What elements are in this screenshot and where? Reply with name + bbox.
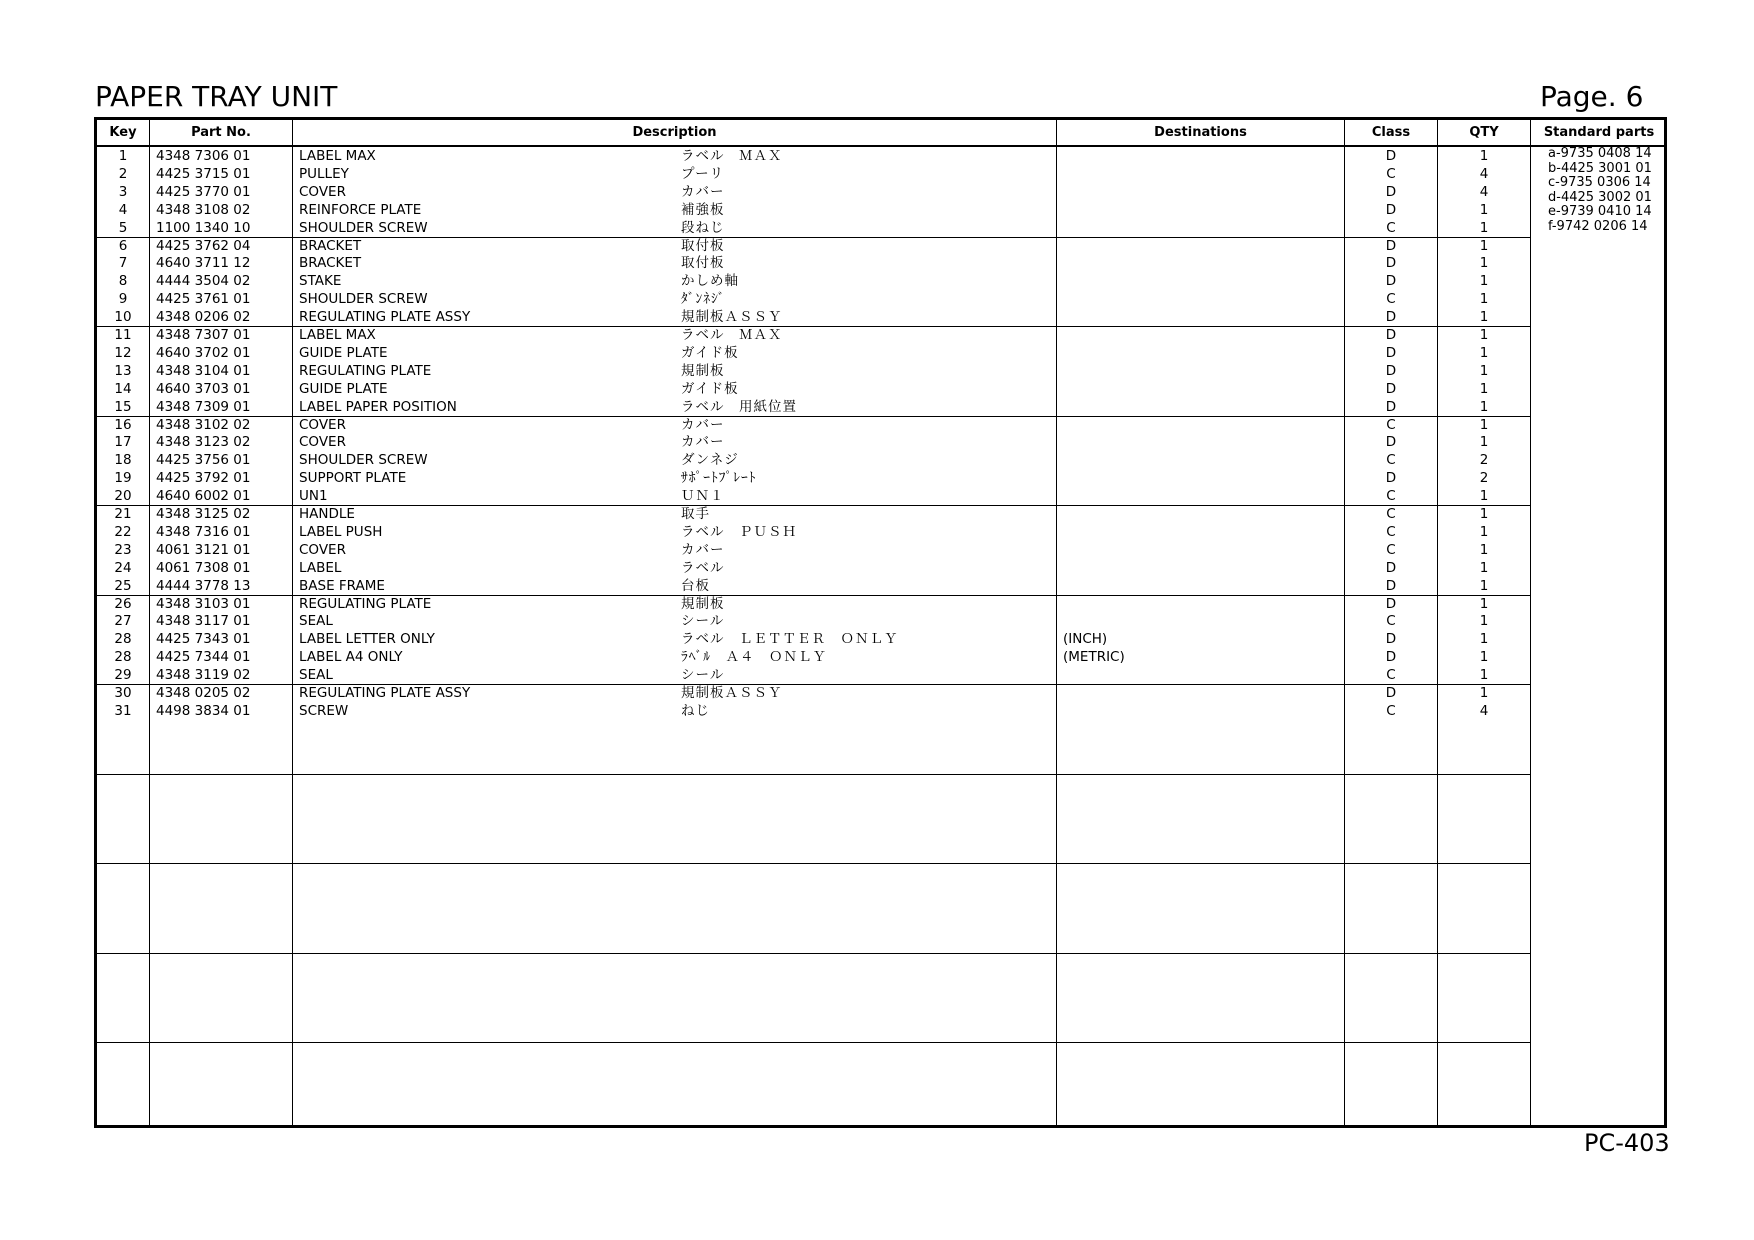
cell-qty: 1 xyxy=(1479,595,1489,612)
cell-en: REGULATING PLATE ASSY xyxy=(299,309,471,326)
cell-jp: ラベル xyxy=(681,559,725,576)
cell-cls: D xyxy=(1385,649,1397,666)
cell-part: 4425 3792 01 xyxy=(156,470,251,487)
cell-part: 4348 0206 02 xyxy=(156,309,251,326)
cell-cls: D xyxy=(1385,148,1397,164)
cell-dest xyxy=(1063,702,1344,720)
cell-key: 16 xyxy=(114,416,132,433)
cell-en: GUIDE PLATE xyxy=(299,344,388,361)
cell-jp: 規制板 xyxy=(681,595,725,612)
cell-part: 4348 3123 02 xyxy=(156,434,251,451)
table-row xyxy=(97,398,1664,416)
cell-en: PULLEY xyxy=(299,165,349,182)
cell-dest xyxy=(1063,362,1344,380)
cell-part: 4348 7307 01 xyxy=(156,327,251,343)
cell-dest xyxy=(1063,541,1344,559)
cell-qty: 1 xyxy=(1479,541,1489,558)
table-row xyxy=(97,595,1664,613)
cell-key: 12 xyxy=(114,344,132,361)
table-row xyxy=(97,487,1664,505)
table-row xyxy=(97,362,1664,380)
cell-jp: ＵＮ１ xyxy=(681,488,725,505)
cell-part: 4498 3834 01 xyxy=(156,702,251,719)
table-row xyxy=(97,451,1664,469)
cell-en: HANDLE xyxy=(299,506,355,522)
cell-en: COVER xyxy=(299,434,346,451)
cell-key: 1 xyxy=(118,148,128,164)
cell-key: 13 xyxy=(114,362,132,379)
cell-key: 27 xyxy=(114,613,132,630)
cell-qty: 1 xyxy=(1479,344,1489,361)
cell-qty: 1 xyxy=(1479,667,1489,684)
cell-dest xyxy=(1063,595,1344,613)
header-standard-parts: Standard parts xyxy=(1543,125,1655,140)
cell-cls: D xyxy=(1385,685,1397,701)
cell-dest xyxy=(1063,469,1344,487)
cell-qty: 1 xyxy=(1479,255,1489,272)
cell-qty: 1 xyxy=(1479,237,1489,254)
cell-key: 3 xyxy=(118,183,128,200)
cell-qty: 1 xyxy=(1479,434,1489,451)
cell-dest xyxy=(1063,165,1344,183)
standard-part-item: d-4425 3002 01 xyxy=(1548,189,1652,205)
standard-part-item: c-9735 0306 14 xyxy=(1548,175,1651,190)
cell-dest: (INCH) xyxy=(1063,631,1108,648)
cell-jp: 台板 xyxy=(681,577,710,594)
cell-part: 4640 3711 12 xyxy=(156,255,251,272)
cell-jp: プーリ xyxy=(681,165,725,182)
cell-qty: 2 xyxy=(1479,470,1489,487)
cell-key: 17 xyxy=(114,434,132,451)
cell-cls: C xyxy=(1386,219,1396,236)
cell-key: 30 xyxy=(114,685,132,701)
cell-part: 4425 7343 01 xyxy=(156,631,251,648)
cell-en: BASE FRAME xyxy=(299,577,385,594)
cell-key: 6 xyxy=(118,237,128,254)
cell-jp: 規制板ＡＳＳＹ xyxy=(681,685,783,701)
cell-jp: 取手 xyxy=(681,506,710,522)
cell-part: 4061 3121 01 xyxy=(156,541,251,558)
cell-part: 4425 3762 04 xyxy=(156,237,251,254)
cell-part: 4348 0205 02 xyxy=(156,685,251,701)
table-row xyxy=(97,433,1664,451)
cell-qty: 4 xyxy=(1479,702,1489,719)
cell-en: LABEL A4 ONLY xyxy=(299,649,403,666)
cell-en: STAKE xyxy=(299,273,342,290)
cell-jp: ラベル ＭＡＸ xyxy=(681,148,783,164)
cell-qty: 1 xyxy=(1479,559,1489,576)
cell-jp: 取付板 xyxy=(681,237,725,254)
cell-cls: D xyxy=(1385,309,1397,326)
cell-jp: ラベル ＭＡＸ xyxy=(681,327,783,343)
cell-jp: 補強板 xyxy=(681,201,725,218)
cell-part: 4348 3119 02 xyxy=(156,667,251,684)
cell-en: SEAL xyxy=(299,667,333,684)
cell-dest xyxy=(1063,237,1344,255)
cell-dest xyxy=(1063,416,1344,434)
cell-dest xyxy=(1063,326,1344,344)
cell-en: LABEL LETTER ONLY xyxy=(299,631,435,648)
cell-part: 4348 7309 01 xyxy=(156,398,251,415)
cell-en: COVER xyxy=(299,541,346,558)
cell-part: 4348 3102 02 xyxy=(156,416,251,433)
cell-part: 4348 3108 02 xyxy=(156,201,251,218)
cell-en: SHOULDER SCREW xyxy=(299,452,428,469)
cell-jp: カバー xyxy=(681,416,725,433)
cell-key: 31 xyxy=(114,702,132,719)
cell-qty: 1 xyxy=(1479,506,1489,522)
cell-part: 4425 3756 01 xyxy=(156,452,251,469)
cell-en: LABEL PAPER POSITION xyxy=(299,398,457,415)
cell-key: 19 xyxy=(114,470,132,487)
cell-jp: ｻﾎﾟｰﾄﾌﾟﾚｰﾄ xyxy=(681,470,757,487)
table-row xyxy=(97,308,1664,326)
cell-key: 7 xyxy=(118,255,128,272)
cell-dest xyxy=(1063,433,1344,451)
cell-key: 10 xyxy=(114,309,132,326)
cell-cls: D xyxy=(1385,183,1397,200)
cell-en: LABEL MAX xyxy=(299,327,376,343)
cell-key: 15 xyxy=(114,398,132,415)
cell-en: SUPPORT PLATE xyxy=(299,470,407,487)
table-row xyxy=(97,684,1664,702)
table-row xyxy=(97,541,1664,559)
cell-cls: C xyxy=(1386,613,1396,630)
header-part-no: Part No. xyxy=(191,125,251,140)
cell-jp: ガイド板 xyxy=(681,344,739,361)
cell-jp: ねじ xyxy=(681,702,710,719)
cell-en: SEAL xyxy=(299,613,333,630)
cell-dest xyxy=(1063,684,1344,702)
cell-en: SHOULDER SCREW xyxy=(299,291,428,308)
cell-qty: 1 xyxy=(1479,398,1489,415)
cell-cls: C xyxy=(1386,541,1396,558)
cell-dest xyxy=(1063,183,1344,201)
cell-jp: かしめ軸 xyxy=(681,273,739,290)
cell-dest xyxy=(1063,523,1344,541)
cell-key: 28 xyxy=(114,631,132,648)
cell-part: 4640 3702 01 xyxy=(156,344,251,361)
cell-part: 4348 3104 01 xyxy=(156,362,251,379)
cell-qty: 4 xyxy=(1479,183,1489,200)
cell-part: 4348 3125 02 xyxy=(156,506,251,522)
cell-dest xyxy=(1063,308,1344,326)
cell-cls: C xyxy=(1386,291,1396,308)
cell-dest xyxy=(1063,272,1344,290)
cell-key: 20 xyxy=(114,488,132,505)
cell-en: BRACKET xyxy=(299,237,362,254)
table-row xyxy=(97,559,1664,577)
cell-jp: ﾀﾞﾝﾈｼﾞ xyxy=(681,291,726,308)
cell-dest xyxy=(1063,559,1344,577)
standard-part-item: b-4425 3001 01 xyxy=(1548,160,1652,176)
table-row xyxy=(97,380,1664,398)
cell-qty: 1 xyxy=(1479,273,1489,290)
cell-qty: 1 xyxy=(1479,488,1489,505)
cell-qty: 1 xyxy=(1479,219,1489,236)
table-row xyxy=(97,648,1664,666)
cell-dest xyxy=(1063,505,1344,523)
cell-cls: C xyxy=(1386,488,1396,505)
header-description: Description xyxy=(632,125,717,140)
table-row xyxy=(97,702,1664,720)
table-row xyxy=(97,254,1664,272)
table-row xyxy=(97,183,1664,201)
header-key: Key xyxy=(109,125,137,140)
cell-en: UN1 xyxy=(299,488,328,505)
cell-qty: 1 xyxy=(1479,201,1489,218)
cell-jp: カバー xyxy=(681,541,725,558)
cell-cls: C xyxy=(1386,416,1396,433)
cell-jp: ラベル 用紙位置 xyxy=(681,398,797,415)
table-row xyxy=(97,577,1664,595)
table-row xyxy=(97,326,1664,344)
cell-en: REGULATING PLATE xyxy=(299,595,432,612)
cell-part: 4348 7306 01 xyxy=(156,148,251,164)
cell-dest xyxy=(1063,612,1344,630)
cell-en: COVER xyxy=(299,416,346,433)
cell-qty: 1 xyxy=(1479,577,1489,594)
cell-en: GUIDE PLATE xyxy=(299,380,388,397)
cell-part: 4444 3504 02 xyxy=(156,273,251,290)
cell-cls: C xyxy=(1386,667,1396,684)
cell-dest xyxy=(1063,219,1344,237)
cell-cls: D xyxy=(1385,273,1397,290)
cell-jp: カバー xyxy=(681,434,725,451)
cell-cls: D xyxy=(1385,362,1397,379)
cell-cls: C xyxy=(1386,506,1396,522)
page-number: Page. 6 xyxy=(1540,80,1644,113)
cell-en: REGULATING PLATE xyxy=(299,362,432,379)
table-row xyxy=(97,523,1664,541)
cell-key: 18 xyxy=(114,452,132,469)
cell-dest xyxy=(1063,666,1344,684)
cell-jp: シール xyxy=(681,667,725,684)
cell-cls: D xyxy=(1385,434,1397,451)
cell-dest xyxy=(1063,201,1344,219)
table-row xyxy=(97,416,1664,434)
cell-cls: D xyxy=(1385,344,1397,361)
cell-key: 25 xyxy=(114,577,132,594)
cell-qty: 1 xyxy=(1479,291,1489,308)
cell-dest xyxy=(1063,398,1344,416)
cell-cls: D xyxy=(1385,327,1397,343)
cell-jp: カバー xyxy=(681,183,725,200)
table-row xyxy=(97,290,1664,308)
standard-part-item: f-9742 0206 14 xyxy=(1548,218,1648,234)
cell-cls: D xyxy=(1385,398,1397,415)
cell-part: 4348 3117 01 xyxy=(156,613,251,630)
table-row xyxy=(97,469,1664,487)
cell-part: 4425 3770 01 xyxy=(156,183,251,200)
header-qty: QTY xyxy=(1469,125,1499,140)
cell-cls: C xyxy=(1386,702,1396,719)
table-row xyxy=(97,344,1664,362)
cell-dest xyxy=(1063,487,1344,505)
cell-dest xyxy=(1063,577,1344,595)
cell-key: 21 xyxy=(114,506,132,522)
cell-cls: D xyxy=(1385,237,1397,254)
cell-part: 4061 7308 01 xyxy=(156,559,251,576)
cell-qty: 1 xyxy=(1479,631,1489,648)
cell-jp: 規制板 xyxy=(681,362,725,379)
table-row xyxy=(97,219,1664,237)
cell-key: 26 xyxy=(114,595,132,612)
cell-en: SHOULDER SCREW xyxy=(299,219,428,236)
standard-part-item: e-9739 0410 14 xyxy=(1548,204,1652,219)
cell-en: BRACKET xyxy=(299,255,362,272)
cell-key: 5 xyxy=(118,219,128,236)
header-destinations: Destinations xyxy=(1154,125,1247,140)
cell-qty: 1 xyxy=(1479,362,1489,379)
cell-jp: 段ねじ xyxy=(681,219,725,236)
cell-part: 4640 3703 01 xyxy=(156,380,251,397)
table-row xyxy=(97,505,1664,523)
cell-part: 4348 3103 01 xyxy=(156,595,251,612)
standard-parts-list xyxy=(1542,147,1667,234)
parts-table xyxy=(94,117,1667,1128)
cell-key: 14 xyxy=(114,380,132,397)
cell-en: REINFORCE PLATE xyxy=(299,201,422,218)
cell-en: LABEL MAX xyxy=(299,148,376,164)
cell-cls: D xyxy=(1385,201,1397,218)
header-class: Class xyxy=(1371,125,1411,140)
cell-key: 2 xyxy=(118,165,128,182)
cell-cls: D xyxy=(1385,380,1397,397)
cell-part: 4425 3761 01 xyxy=(156,291,251,308)
group-divider xyxy=(97,774,1530,775)
cell-key: 23 xyxy=(114,541,132,558)
cell-part: 4348 7316 01 xyxy=(156,523,251,540)
cell-qty: 1 xyxy=(1479,613,1489,630)
cell-cls: C xyxy=(1386,452,1396,469)
cell-part: 1100 1340 10 xyxy=(156,219,251,236)
cell-cls: D xyxy=(1385,631,1397,648)
table-row xyxy=(97,272,1664,290)
cell-key: 8 xyxy=(118,273,128,290)
cell-cls: D xyxy=(1385,577,1397,594)
table-row xyxy=(97,147,1664,165)
cell-qty: 1 xyxy=(1479,685,1489,701)
cell-jp: ダンネジ xyxy=(681,452,739,469)
cell-qty: 4 xyxy=(1479,165,1489,182)
cell-dest xyxy=(1063,254,1344,272)
table-header xyxy=(97,120,1664,147)
cell-cls: C xyxy=(1386,165,1396,182)
cell-en: LABEL xyxy=(299,559,342,576)
cell-dest xyxy=(1063,380,1344,398)
table-row xyxy=(97,237,1664,255)
cell-key: 28 xyxy=(114,649,132,666)
group-divider xyxy=(97,1042,1530,1043)
cell-cls: D xyxy=(1385,559,1397,576)
cell-en: LABEL PUSH xyxy=(299,523,383,540)
model-label: PC-403 xyxy=(1584,1129,1670,1157)
cell-dest xyxy=(1063,147,1344,165)
cell-qty: 1 xyxy=(1479,309,1489,326)
cell-cls: D xyxy=(1385,470,1397,487)
group-divider xyxy=(97,863,1530,864)
table-row xyxy=(97,666,1664,684)
cell-part: 4444 3778 13 xyxy=(156,577,251,594)
cell-key: 22 xyxy=(114,523,132,540)
cell-part: 4425 7344 01 xyxy=(156,649,251,666)
cell-qty: 1 xyxy=(1479,148,1489,164)
cell-key: 11 xyxy=(114,327,132,343)
table-row xyxy=(97,165,1664,183)
page-title: PAPER TRAY UNIT xyxy=(95,80,338,113)
cell-qty: 1 xyxy=(1479,523,1489,540)
cell-dest: (METRIC) xyxy=(1063,649,1125,666)
cell-cls: D xyxy=(1385,595,1397,612)
table-row xyxy=(97,612,1664,630)
cell-qty: 2 xyxy=(1479,452,1489,469)
table-row xyxy=(97,630,1664,648)
cell-jp: ガイド板 xyxy=(681,380,739,397)
table-row xyxy=(97,201,1664,219)
cell-cls: D xyxy=(1385,255,1397,272)
cell-en: REGULATING PLATE ASSY xyxy=(299,685,471,701)
cell-dest xyxy=(1063,451,1344,469)
cell-jp: ラベル ＰＵＳＨ xyxy=(681,523,797,540)
cell-key: 29 xyxy=(114,667,132,684)
cell-key: 9 xyxy=(118,291,128,308)
cell-qty: 1 xyxy=(1479,380,1489,397)
cell-jp: シール xyxy=(681,613,725,630)
cell-en: COVER xyxy=(299,183,346,200)
standard-part-item: a-9735 0408 14 xyxy=(1548,146,1652,161)
cell-jp: ﾗﾍﾞﾙ Ａ４ ＯＮＬＹ xyxy=(681,649,827,666)
cell-key: 4 xyxy=(118,201,128,218)
cell-dest xyxy=(1063,290,1344,308)
cell-part: 4425 3715 01 xyxy=(156,165,251,182)
cell-qty: 1 xyxy=(1479,416,1489,433)
cell-key: 24 xyxy=(114,559,132,576)
cell-cls: C xyxy=(1386,523,1396,540)
cell-jp: 取付板 xyxy=(681,255,725,272)
cell-part: 4640 6002 01 xyxy=(156,488,251,505)
cell-dest xyxy=(1063,344,1344,362)
group-divider xyxy=(97,953,1530,954)
cell-qty: 1 xyxy=(1479,649,1489,666)
cell-qty: 1 xyxy=(1479,327,1489,343)
cell-jp: 規制板ＡＳＳＹ xyxy=(681,309,783,326)
cell-en: SCREW xyxy=(299,702,349,719)
cell-jp: ラベル ＬＥＴＴＥＲ ＯＮＬＹ xyxy=(681,631,899,648)
